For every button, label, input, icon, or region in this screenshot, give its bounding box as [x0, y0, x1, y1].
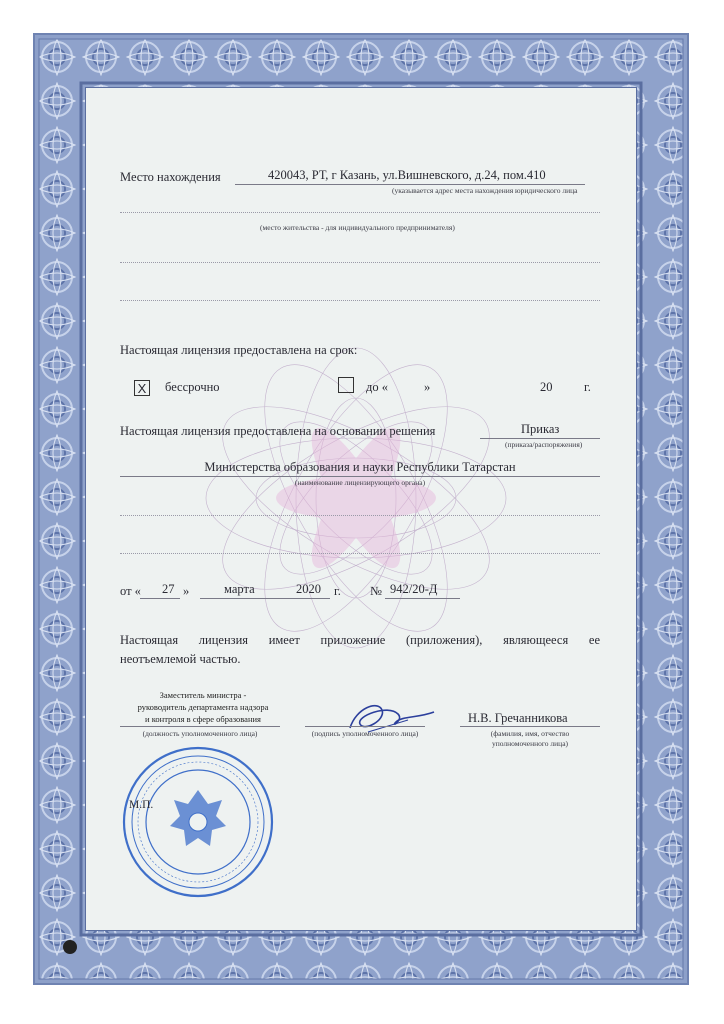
seal-label: М.П.: [129, 799, 154, 811]
position-hint: (должность уполномоченного лица): [142, 729, 258, 738]
address-value: 420043, РТ, г Казань, ул.Вишневского, д.24, пом.410: [268, 168, 546, 182]
authority-line: [120, 476, 600, 477]
term-label: Настоящая лицензия предоставлена на срок:: [120, 343, 358, 357]
date-from: от «: [120, 584, 141, 598]
name-line: [460, 726, 600, 727]
appendix-line-2: неотъемлемой частью.: [120, 652, 241, 666]
address-line-3: [120, 262, 600, 263]
authority-line-3: [120, 553, 600, 554]
guilloche-rosette: [196, 328, 516, 668]
address-label: Место нахождения: [120, 170, 221, 184]
license-number: 942/20-Д: [390, 582, 438, 596]
basis-label: Настоящая лицензия предоставлена на основании решения: [120, 424, 436, 438]
position-3: и контроля в сфере образования: [145, 714, 261, 724]
date-month: марта: [224, 582, 255, 596]
position-line: [120, 726, 280, 727]
position-1: Заместитель министра -: [159, 690, 247, 700]
day-line: [140, 598, 180, 599]
signature-line: [305, 726, 425, 727]
number-line: [385, 598, 460, 599]
number-label: №: [370, 584, 382, 598]
date-day: 27: [162, 582, 175, 596]
basis-doc-type: Приказ: [521, 422, 560, 436]
date-close: »: [183, 584, 190, 598]
year-line: [290, 598, 330, 599]
until-close: »: [424, 380, 431, 394]
unlimited-checkbox: X: [134, 380, 150, 396]
year-prefix: 20: [540, 380, 553, 394]
position-2: руководитель департамента надзора: [137, 702, 269, 712]
address-line: [235, 184, 585, 185]
until-checkbox: [338, 377, 354, 393]
address-line-2: [120, 212, 600, 213]
signatory-name: Н.В. Гречанникова: [468, 711, 568, 725]
authority-name: Министерства образования и науки Республики Татарстан: [204, 460, 516, 474]
residence-hint: (место жительства - для индивидуального предпринимателя): [260, 223, 455, 232]
doc-type-hint: (приказа/распоряжения): [505, 440, 583, 449]
authority-line-2: [120, 515, 600, 516]
name-hint-1: (фамилия, имя, отчество: [490, 729, 570, 738]
until-label: до «: [366, 380, 388, 394]
date-year: 2020: [296, 582, 321, 596]
official-seal-icon: [118, 742, 278, 902]
signature-hint: (подпись уполномоченного лица): [311, 729, 419, 738]
doc-type-line: [480, 438, 600, 439]
date-year-suffix: г.: [334, 584, 341, 598]
name-hint-2: уполномоченного лица): [491, 739, 569, 748]
unlimited-label: бессрочно: [165, 380, 220, 394]
punch-hole: [63, 940, 77, 954]
address-hint: (указывается адрес места нахождения юридического лица: [392, 186, 578, 195]
authority-hint: (наименование лицензирующего органа): [294, 478, 426, 487]
month-line: [200, 598, 290, 599]
appendix-line-1: Настоящая лицензия имеет приложение (приложения), являющееся ее: [120, 633, 600, 647]
address-line-4: [120, 300, 600, 301]
year-suffix: г.: [584, 380, 591, 394]
